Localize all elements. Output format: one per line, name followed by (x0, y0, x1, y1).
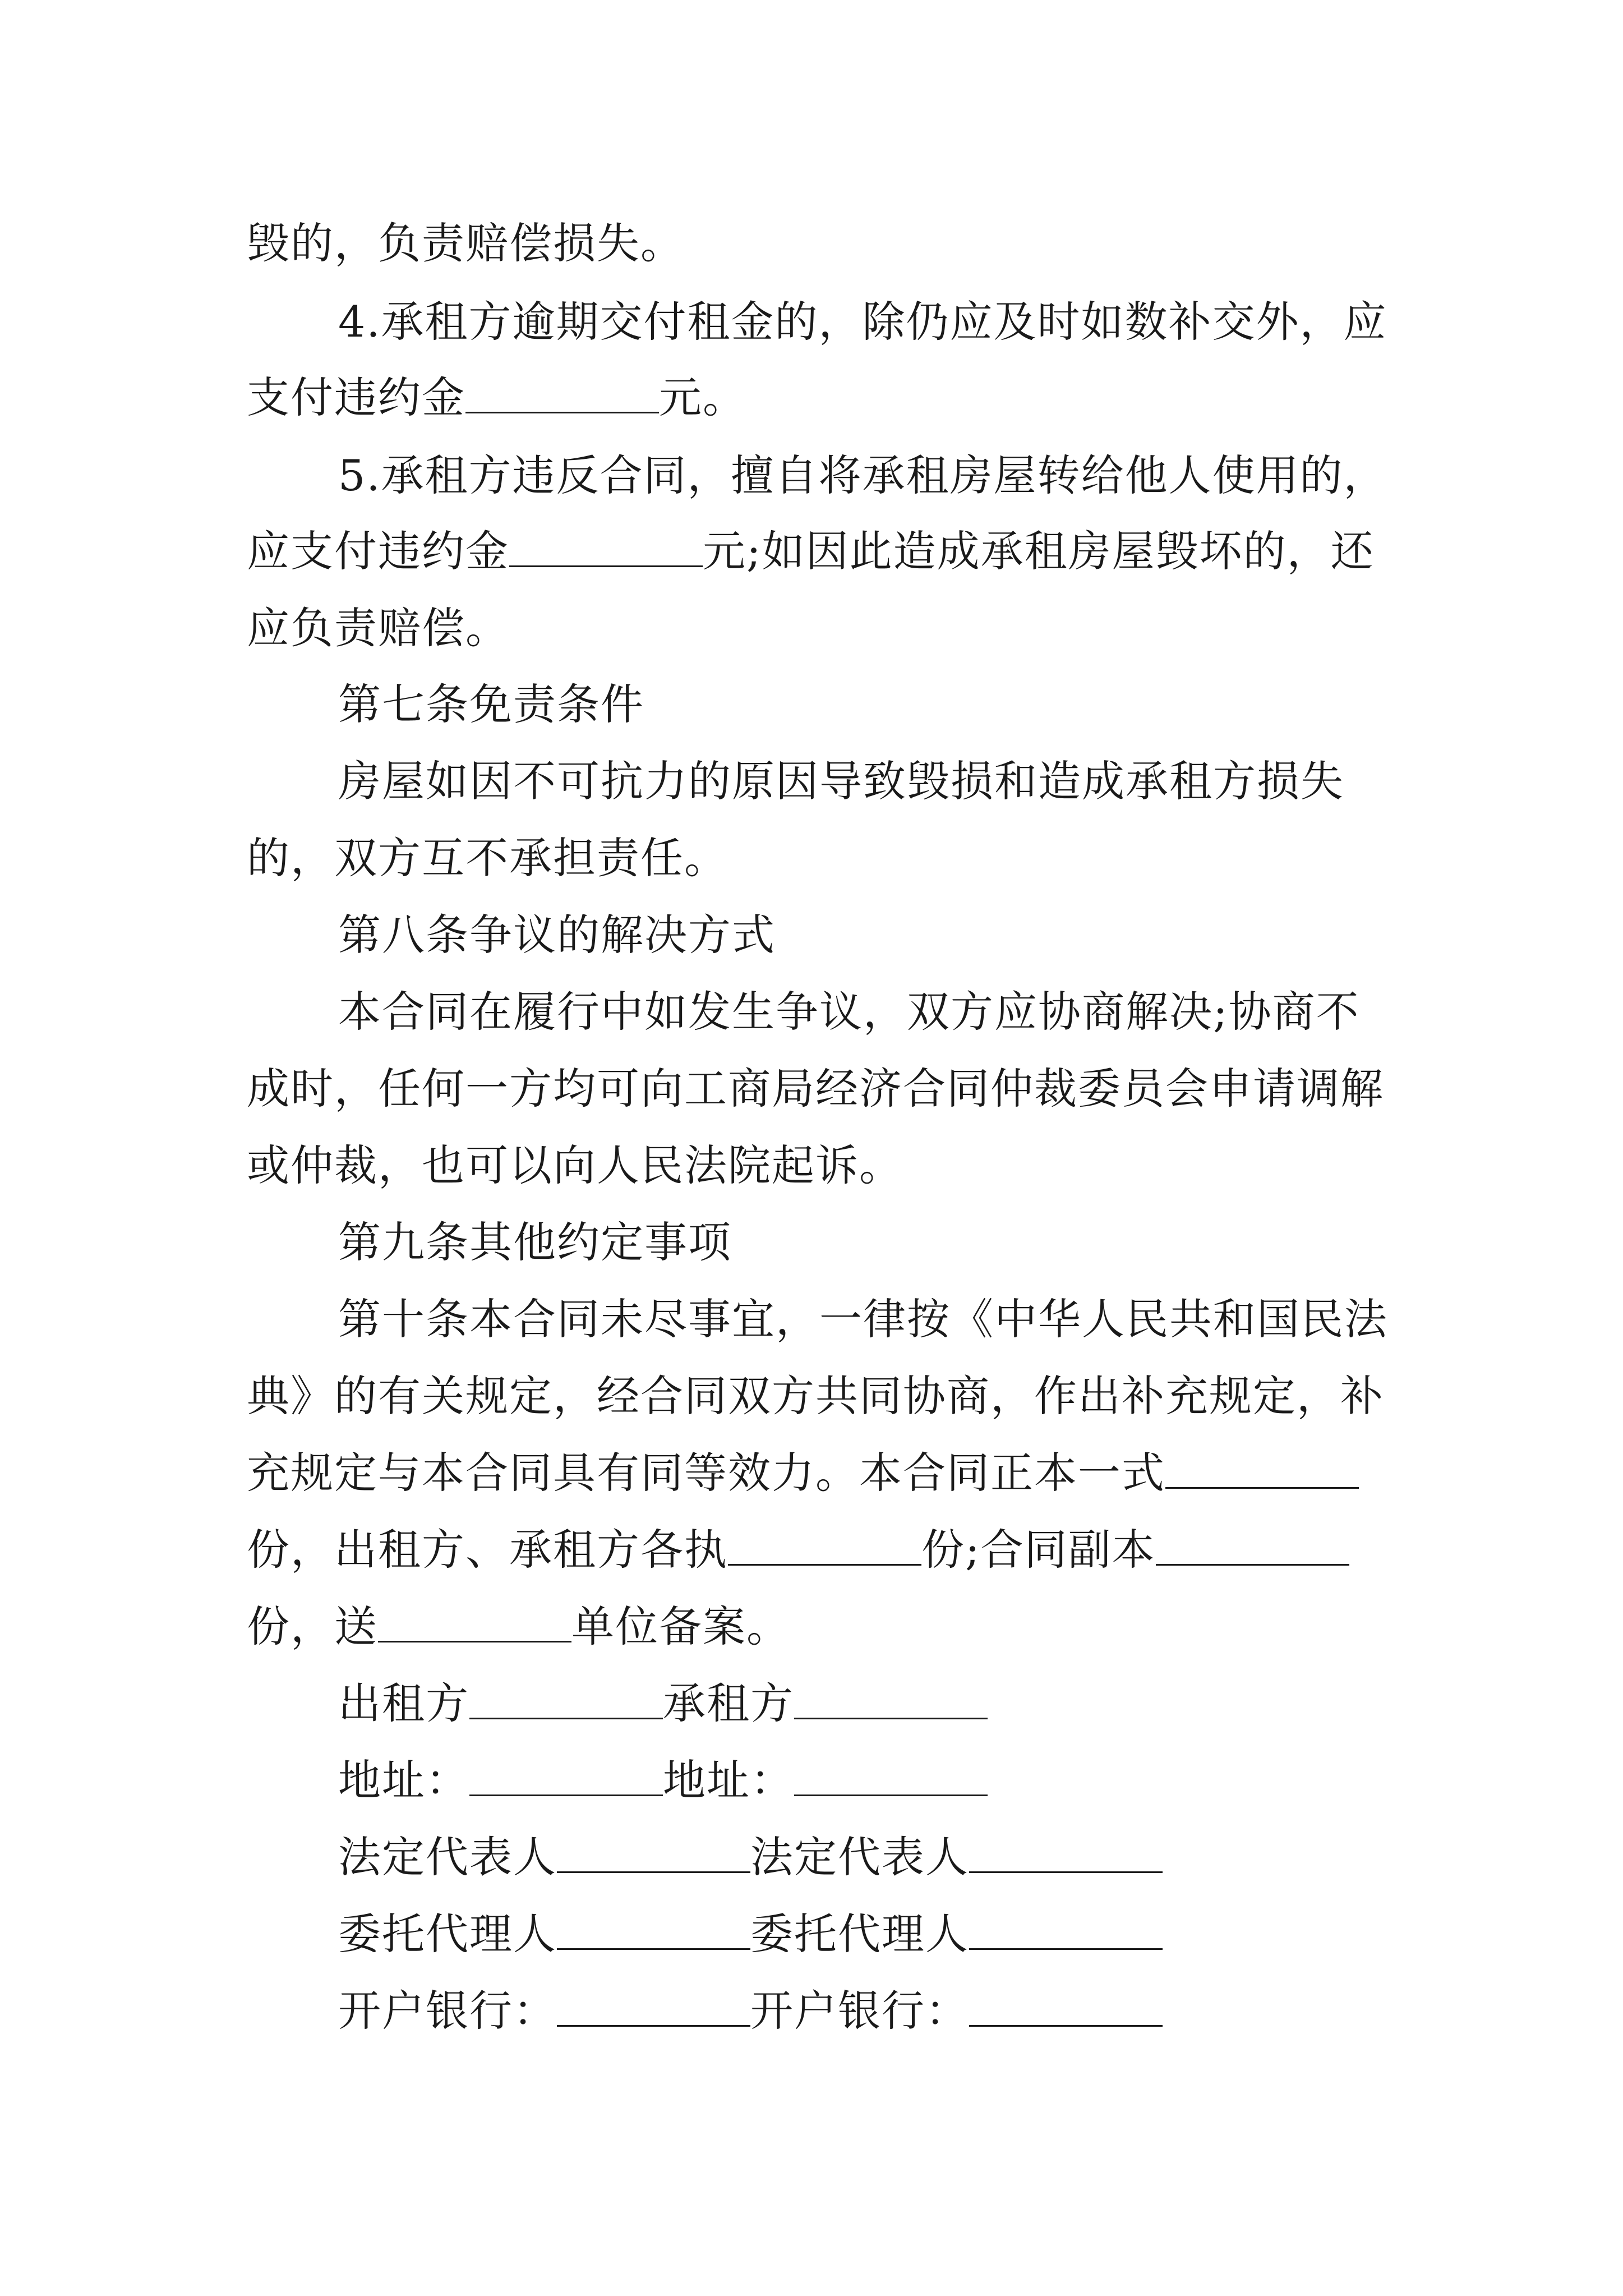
text-run: 委托代理人 (750, 1909, 969, 1959)
text-line (247, 1135, 903, 1197)
fill-in-blank (1156, 1521, 1349, 1566)
fill-in-blank (469, 1752, 663, 1796)
text-line (247, 597, 509, 659)
text-run: 份，送 (247, 1602, 378, 1651)
text-line (338, 981, 1360, 1043)
text-run: 法定代表人 (750, 1832, 969, 1882)
fill-in-blank (557, 1829, 750, 1873)
text-run: 支付违约金 (247, 372, 465, 422)
text-line (338, 291, 1387, 353)
section-heading (338, 1212, 732, 1273)
text-run: 或仲裁，也可以向人民法院起诉。 (247, 1140, 903, 1190)
fill-in-blank (1165, 1444, 1359, 1489)
fill-in-blank (969, 1982, 1163, 2027)
fill-in-blank (469, 1675, 663, 1719)
text-run: 地址： (663, 1755, 794, 1805)
section-heading (338, 904, 776, 966)
text-run: 第十条本合同未尽事宜，一律按《中华人民共和国民法 (338, 1294, 1388, 1344)
text-run: 5.承租方违反合同，擅自将承租房屋转给他人使用的， (338, 450, 1387, 500)
text-run: 份，出租方、承租方各执 (247, 1525, 728, 1575)
text-run: 出租方 (338, 1678, 469, 1728)
fill-in-blank (465, 369, 659, 413)
text-run: 第九条其他约定事项 (338, 1217, 732, 1267)
text-run: 地址： (338, 1755, 469, 1805)
text-line (338, 1289, 1388, 1350)
text-run: 成时，任何一方均可向工商局经济合同仲裁委员会申请调解 (247, 1064, 1384, 1114)
text-line (247, 521, 1375, 582)
text-run: 承租方 (663, 1678, 794, 1728)
fill-in-blank (557, 1906, 750, 1950)
section-heading (338, 674, 644, 735)
text-run: 典》的有关规定，经合同双方共同协商，作出补充规定，补 (247, 1371, 1384, 1421)
fill-in-blank (728, 1521, 921, 1566)
fill-in-blank (969, 1906, 1163, 1950)
text-line (247, 213, 684, 274)
text-run: 的，双方互不承担责任。 (247, 833, 728, 883)
fill-in-blank (794, 1675, 988, 1719)
text-line (247, 1058, 1384, 1120)
signature-line (338, 1673, 988, 1734)
signature-line (338, 1980, 1163, 2042)
text-run: 第八条争议的解决方式 (338, 910, 776, 960)
text-line (338, 445, 1387, 507)
text-run: 元;如因此造成承租房屋毁坏的，还 (703, 526, 1375, 576)
text-run: 毁的，负责赔偿损失。 (247, 218, 684, 268)
text-line (247, 1365, 1384, 1427)
text-run: 单位备案。 (571, 1602, 790, 1651)
text-run: 本合同在履行中如发生争议，双方应协商解决;协商不 (338, 987, 1360, 1037)
text-run: 开户银行： (338, 1986, 557, 2036)
signature-line (338, 1826, 1163, 1888)
fill-in-blank (557, 1982, 750, 2027)
fill-in-blank (969, 1829, 1163, 1873)
signature-line (338, 1903, 1163, 1965)
text-line (247, 367, 746, 429)
text-run: 委托代理人 (338, 1909, 557, 1959)
fill-in-blank (509, 523, 703, 567)
text-run: 第七条免责条件 (338, 679, 644, 729)
text-line (247, 1596, 790, 1658)
fill-in-blank (794, 1752, 988, 1796)
text-run: 应支付违约金 (247, 526, 509, 576)
signature-line (338, 1750, 988, 1811)
fill-in-blank (378, 1598, 571, 1642)
text-line (247, 827, 728, 889)
text-line (247, 1442, 1359, 1504)
text-run: 充规定与本合同具有同等效力。本合同正本一式 (247, 1448, 1165, 1498)
text-run: 份;合同副本 (921, 1525, 1156, 1575)
text-run: 法定代表人 (338, 1832, 557, 1882)
text-run: 元。 (659, 372, 746, 422)
text-run: 4.承租方逾期交付租金的，除仍应及时如数补交外，应 (338, 297, 1387, 347)
text-run: 开户银行： (750, 1986, 969, 2036)
text-run: 房屋如因不可抗力的原因导致毁损和造成承租方损失 (338, 756, 1344, 806)
text-line (338, 751, 1344, 812)
text-run: 应负责赔偿。 (247, 603, 509, 653)
text-line (247, 1519, 1349, 1581)
